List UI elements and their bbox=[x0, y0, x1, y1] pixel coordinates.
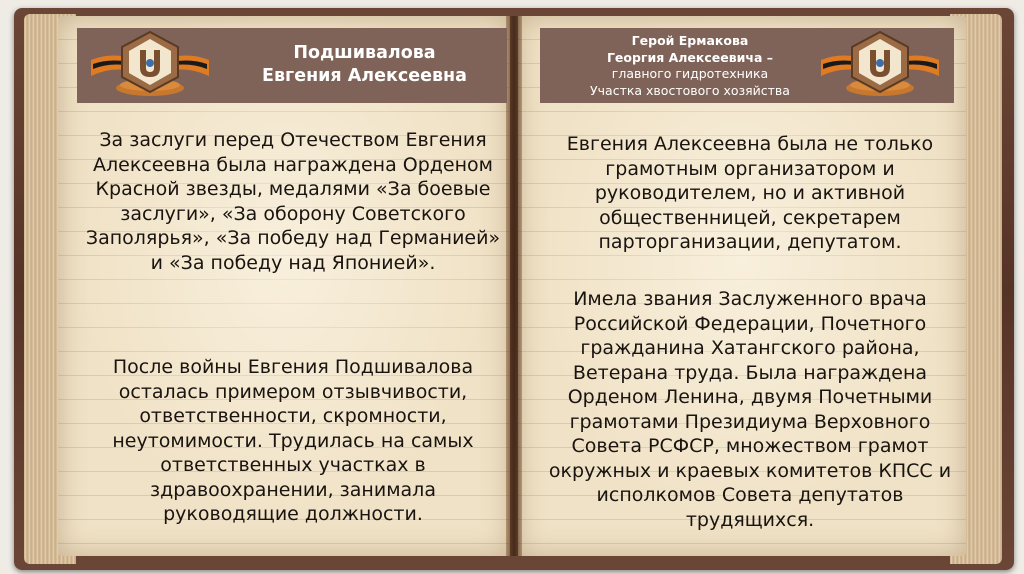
left-title-line1: Подшивалова bbox=[293, 43, 436, 63]
left-title bbox=[222, 42, 507, 88]
right-paragraph-titles: Имела звания Заслуженного врача Российской Федерации, Почетного гражданина Хатангского района, Ветерана труда. Была награждена Орденом Ленина, двумя Почетными грамотами Президиума Верховного Совета РСФСР, множеством грамот окружных и краевых комитетов КПСС и исполкомов Совета депутатов трудящихся. bbox=[548, 288, 952, 531]
left-title-line2: Евгения Алексеевна bbox=[262, 66, 467, 86]
book-spine bbox=[506, 16, 522, 556]
right-header-line1: Герой Ермакова bbox=[631, 33, 749, 48]
right-header-line4: Участка хвостового хозяйства bbox=[590, 82, 790, 98]
emblem-right bbox=[815, 28, 945, 103]
right-header-line2: Георгия Алексеевича – bbox=[606, 49, 774, 65]
left-paragraph-postwar: После войны Евгения Подшивалова осталась примером отзывчивости, ответственности, скромности, неутомимости. Трудилась на самых ответственных участках в здравоохранении, занимала руководящие должности. bbox=[112, 356, 474, 525]
right-header-text bbox=[570, 33, 810, 99]
emblem-left bbox=[85, 28, 215, 103]
right-header-banner bbox=[540, 28, 954, 103]
right-header-line3: главного гидротехника bbox=[611, 66, 769, 81]
left-paragraph-awards: За заслуги перед Отечеством Евгения Алексеевна была награждена Орденом Красной звезды, медалями «За боевые заслуги», «За оборону Советского Заполярья», «За победу над Германией» и «За победу над Японией». bbox=[85, 129, 501, 274]
right-paragraph-activity: Евгения Алексеевна была не только грамотным организатором и руководителем, но и активной общественницей, секретарем парторганизации, депутатом. bbox=[566, 133, 934, 253]
left-header-banner bbox=[77, 28, 507, 103]
